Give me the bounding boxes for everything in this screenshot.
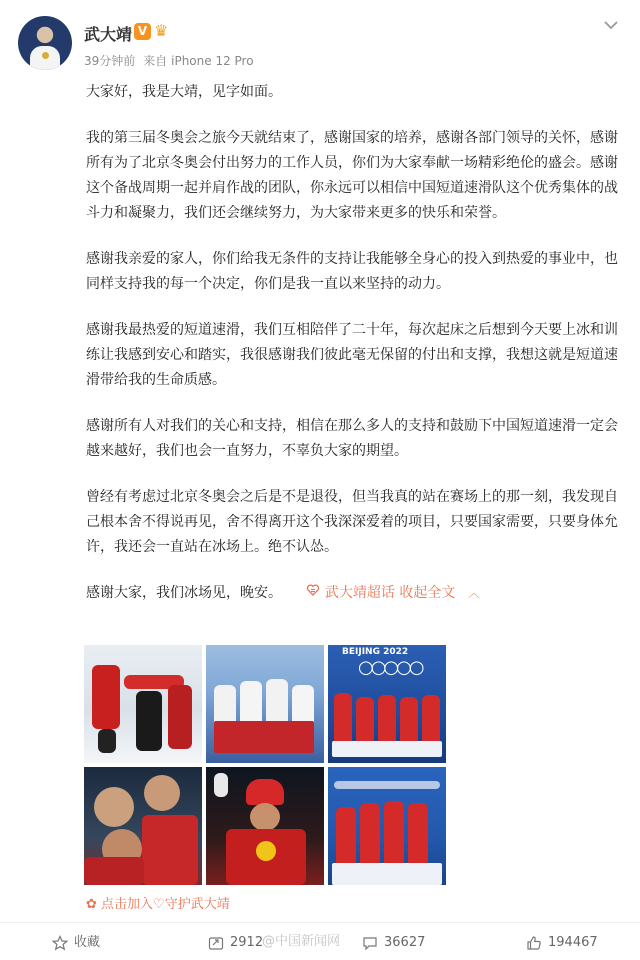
crown-icon: ♛	[154, 21, 169, 40]
closing-text: 感谢大家，我们冰场见，晚安。	[86, 585, 282, 601]
photo-grid	[84, 645, 446, 885]
repost-icon	[208, 935, 224, 951]
like-button[interactable]	[526, 933, 598, 953]
favorite-button[interactable]	[52, 933, 100, 953]
photo-team-hug[interactable]	[84, 767, 202, 885]
photo-medal-ceremony[interactable]	[328, 645, 446, 763]
repost-count: 2912	[230, 935, 264, 950]
post-source: iPhone 12 Pro	[171, 54, 254, 68]
chevron-up-icon[interactable]: ︿	[467, 586, 480, 600]
photo-racer-cheering[interactable]	[206, 767, 324, 885]
fan-club-link[interactable]	[86, 893, 230, 912]
photo-team-hands-raised[interactable]	[328, 767, 446, 885]
paragraph-4: 感谢我最热爱的短道速滑，我们互相陪伴了二十年，每次起床之后想到今天要上冰和训练让我感到安心和踏实，我很感谢我们彼此毫无保留的付出和支撑，我想这就是短道速滑带给我的生命质感。	[86, 322, 618, 388]
avatar-medal	[42, 52, 49, 59]
verified-badge: V	[134, 23, 151, 40]
paragraph-1: 大家好，我是大靖，见字如面。	[86, 84, 282, 100]
flower-icon: ✿	[86, 897, 97, 912]
paragraph-5: 感谢所有人对我们的关心和支持，相信在那么多人的支持和鼓励下中国短道速滑一定会越来越好，我们也会一直努力，不辜负大家的期望。	[86, 418, 618, 459]
post-meta	[84, 52, 258, 69]
paragraph-2: 我的第三届冬奥会之旅今天就结束了，感谢国家的培养，感谢各部门领导的关怀，感谢所有为了北京冬奥会付出努力的工作人员，你们为大家奉献一场精彩绝伦的盛会。感谢这个备战周期一起并肩作战的团队，你永远可以相信中国短道速滑队这个优秀集体的战斗力和凝聚力，我们还会继续努力，为大家带来更多的快乐和荣誉。	[86, 130, 618, 221]
comment-count: 36627	[384, 935, 426, 950]
olympic-rings-icon: ○○○○○	[358, 657, 422, 678]
photo-race-celebration[interactable]	[84, 645, 202, 763]
photo-podium-flowers[interactable]	[206, 645, 324, 763]
paragraph-3: 感谢我亲爱的家人，你们给我无条件的支持让我能够全身心的投入到热爱的事业中，也同样支持我的每一个决定，你们是我一直以来坚持的动力。	[86, 251, 618, 292]
paragraph-6: 曾经有考虑过北京冬奥会之后是不是退役，但当我真的站在赛场上的那一刻，我发现自己根本舍不得说再见，舍不得离开这个我深深爱着的项目，只要国家需要，只要身体允许，我还会一直站在冰场上。绝不认怂。	[86, 489, 618, 555]
collapse-link[interactable]: 收起全文	[399, 585, 456, 601]
fan-club-text: 点击加入♡守护武大靖	[101, 897, 230, 912]
repost-button[interactable]	[208, 933, 263, 953]
source-prefix: 来自	[143, 54, 168, 68]
star-icon	[52, 935, 68, 951]
source-watermark: @中国新闻网	[262, 934, 341, 949]
like-count: 194467	[548, 935, 598, 950]
topic-link[interactable]: 武大靖超话	[324, 585, 395, 601]
like-icon	[526, 935, 542, 951]
post-time: 39分钟前	[84, 54, 136, 68]
photo-banner-text: BEIJING 2022	[342, 647, 409, 657]
closing-line	[86, 581, 626, 606]
topic-icon	[306, 583, 320, 597]
favorite-label: 收藏	[74, 935, 101, 950]
more-icon[interactable]	[600, 14, 622, 36]
post-content	[86, 80, 626, 606]
comment-icon	[362, 935, 378, 951]
user-name[interactable]: 武大靖	[84, 25, 133, 44]
avatar[interactable]	[18, 16, 72, 70]
comment-button[interactable]	[362, 933, 425, 953]
